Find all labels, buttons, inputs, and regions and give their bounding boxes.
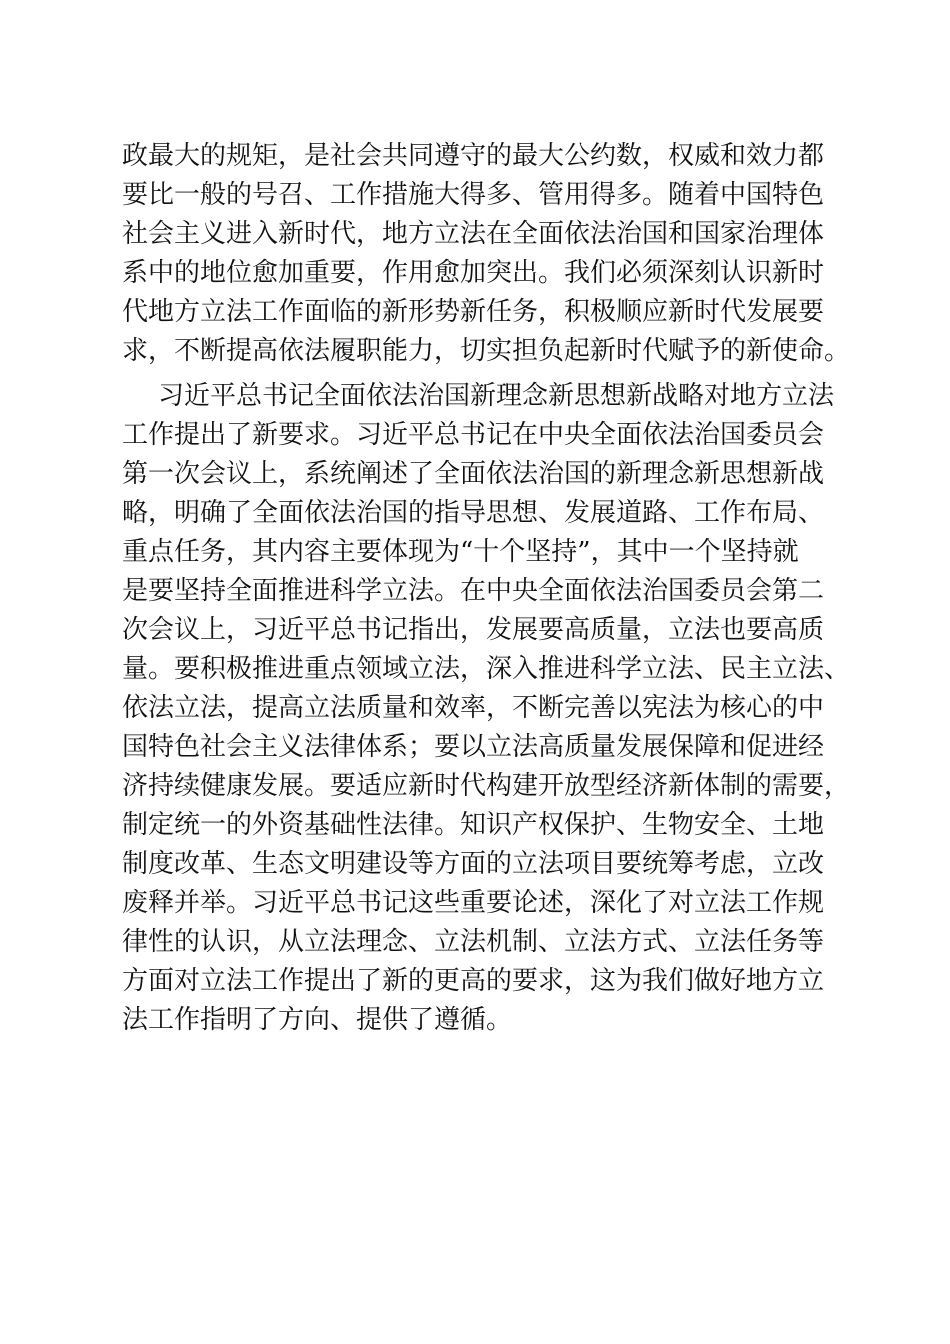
paragraph-2-line: 制定统一的外资基础性法律。知识产权保护、生物安全、土地 — [122, 810, 825, 840]
paragraph-2-line: 略，明确了全面依法治国的指导思想、发展道路、工作布局、 — [122, 498, 825, 528]
paragraph-2-line: 第一次会议上，系统阐述了全面依法治国的新理念新思想新战 — [122, 459, 825, 489]
paragraph-2-line: 工作提出了新要求。习近平总书记在中央全面依法治国委员会 — [122, 420, 825, 450]
paragraph-1-line: 求，不断提高依法履职能力，切实担负起新时代赋予的新使命。 — [122, 336, 851, 366]
paragraph-2-line: 次会议上，习近平总书记指出，发展要高质量，立法也要高质 — [122, 615, 825, 645]
paragraph-2-line: 制度改革、生态文明建设等方面的立法项目要统筹考虑，立改 — [122, 849, 825, 879]
paragraph-1-line: 要比一般的号召、工作措施大得多、管用得多。随着中国特色 — [122, 180, 825, 210]
paragraph-2-line: 重点任务，其内容主要体现为“十个坚持”，其中一个坚持就 — [122, 537, 799, 567]
paragraph-2-line: 济持续健康发展。要适应新时代构建开放型经济新体制的需要， — [122, 771, 851, 801]
paragraph-2-line: 废释并举。习近平总书记这些重要论述，深化了对立法工作规 — [122, 888, 825, 918]
paragraph-2-line: 国特色社会主义法律体系；要以立法高质量发展保障和促进经 — [122, 732, 825, 762]
paragraph-2-line: 量。要积极推进重点领域立法，深入推进科学立法、民主立法、 — [122, 654, 851, 684]
paragraph-1-line: 系中的地位愈加重要，作用愈加突出。我们必须深刻认识新时 — [122, 258, 825, 288]
paragraph-2-line: 习近平总书记全面依法治国新理念新思想新战略对地方立法 — [158, 381, 835, 411]
paragraph-1-line: 社会主义进入新时代，地方立法在全面依法治国和国家治理体 — [122, 219, 825, 249]
paragraph-2-line: 依法立法，提高立法质量和效率，不断完善以宪法为核心的中 — [122, 693, 825, 723]
paragraph-1-line: 代地方立法工作面临的新形势新任务，积极顺应新时代发展要 — [122, 297, 825, 327]
paragraph-2-line: 方面对立法工作提出了新的更高的要求，这为我们做好地方立 — [122, 966, 825, 996]
paragraph-2-line: 法工作指明了方向、提供了遵循。 — [122, 1005, 513, 1035]
paragraph-1-line: 政最大的规矩，是社会共同遵守的最大公约数，权威和效力都 — [122, 141, 825, 171]
paragraph-2-line: 是要坚持全面推进科学立法。在中央全面依法治国委员会第二 — [122, 576, 825, 606]
paragraph-2-line: 律性的认识，从立法理念、立法机制、立法方式、立法任务等 — [122, 927, 825, 957]
